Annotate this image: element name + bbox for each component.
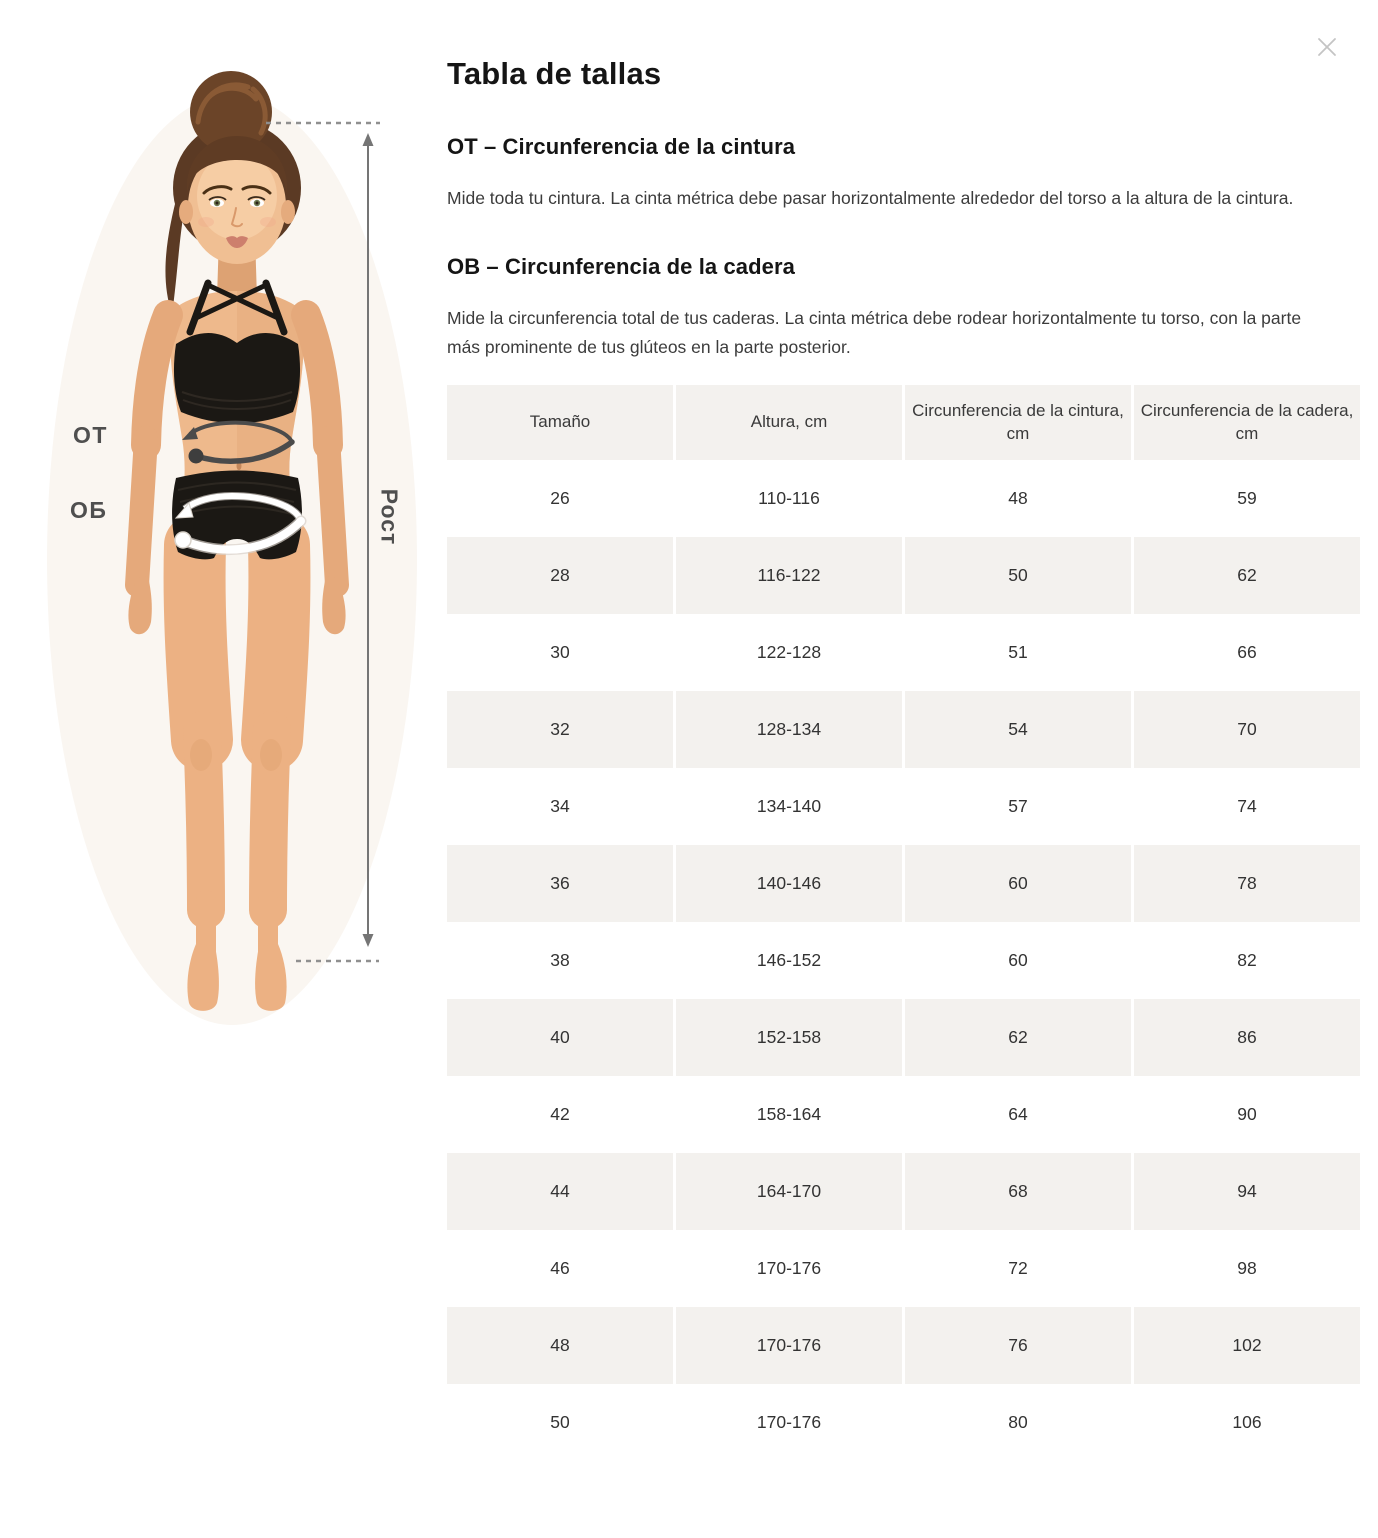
- table-cell: 36: [447, 845, 673, 922]
- hips-section-description: Mide la circunferencia total de tus caderas. La cinta métrica debe rodear horizontalmente tu torso, con la parte más prominente de tus glúteos en la parte posterior.: [447, 308, 1302, 357]
- table-cell: 42: [550, 1104, 570, 1125]
- table-cell: 170-176: [756, 1258, 822, 1279]
- table-cell: 48: [447, 1307, 673, 1384]
- page-title: Tabla de tallas: [447, 56, 662, 91]
- table-cell: 140-146: [676, 845, 902, 922]
- table-cell: 57: [1008, 796, 1028, 817]
- table-cell: 30: [550, 642, 570, 663]
- hips-label: ОБ: [70, 497, 108, 523]
- table-row: [447, 614, 1360, 691]
- height-label: Рост: [376, 488, 403, 546]
- table-cell: 94: [1134, 1153, 1360, 1230]
- table-row: [447, 999, 1360, 1076]
- table-cell: 106: [1232, 1412, 1262, 1433]
- table-cell: 40: [447, 999, 673, 1076]
- table-cell: 170-176: [676, 1307, 902, 1384]
- table-cell: 46: [550, 1258, 570, 1279]
- table-cell: 146-152: [756, 950, 822, 971]
- figure-panel: [0, 0, 440, 1100]
- table-cell: 110-116: [758, 488, 820, 509]
- table-cell: 152-158: [676, 999, 902, 1076]
- table-cell: 28: [447, 537, 673, 614]
- table-cell: 116-122: [676, 537, 902, 614]
- table-row: [447, 1384, 1360, 1461]
- table-cell: 98: [1237, 1258, 1257, 1279]
- table-cell: 50: [550, 1412, 570, 1433]
- table-cell: 128-134: [676, 691, 902, 768]
- table-row: [447, 922, 1360, 999]
- table-cell: 62: [905, 999, 1131, 1076]
- table-row: [447, 768, 1360, 845]
- waist-section-heading: OT – Circunferencia de la cintura: [447, 134, 796, 159]
- table-cell: 80: [1008, 1412, 1028, 1433]
- table-cell: 170-176: [756, 1412, 822, 1433]
- table-header-row: [447, 385, 1360, 460]
- header-cell: Circunferencia de la cintura, cm: [905, 385, 1131, 460]
- table-cell: 66: [1237, 642, 1257, 663]
- table-cell: 72: [1008, 1258, 1028, 1279]
- table-cell: 26: [550, 488, 570, 509]
- table-cell: 68: [905, 1153, 1131, 1230]
- close-icon: [1316, 36, 1338, 58]
- table-row: [447, 1307, 1360, 1384]
- table-row: [447, 691, 1360, 768]
- table-cell: 48: [1008, 488, 1028, 509]
- table-cell: 122-128: [756, 642, 822, 663]
- table-cell: 158-164: [756, 1104, 822, 1125]
- table-cell: 164-170: [676, 1153, 902, 1230]
- table-cell: 134-140: [756, 796, 822, 817]
- table-cell: 59: [1237, 488, 1257, 509]
- table-cell: 82: [1237, 950, 1257, 971]
- body-measurement-illustration: [0, 0, 440, 1100]
- table-cell: 32: [447, 691, 673, 768]
- table-cell: 54: [905, 691, 1131, 768]
- header-cell: Tamaño: [447, 385, 673, 460]
- table-row: [447, 1153, 1360, 1230]
- table-row: [447, 1230, 1360, 1307]
- hips-section-heading: OB – Circunferencia de la cadera: [447, 254, 796, 280]
- table-cell: 62: [1134, 537, 1360, 614]
- table-cell: 60: [905, 845, 1131, 922]
- table-row: [447, 845, 1360, 922]
- waist-label: ОТ: [73, 422, 108, 448]
- table-cell: 74: [1237, 796, 1257, 817]
- content-panel: [447, 56, 1360, 1461]
- table-cell: 44: [447, 1153, 673, 1230]
- table-row: [447, 1076, 1360, 1153]
- table-cell: 102: [1134, 1307, 1360, 1384]
- table-cell: 34: [550, 796, 570, 817]
- table-row: [447, 460, 1360, 537]
- table-cell: 90: [1237, 1104, 1257, 1125]
- table-cell: 78: [1134, 845, 1360, 922]
- header-cell: Circunferencia de la cadera, cm: [1134, 385, 1360, 460]
- table-cell: 76: [905, 1307, 1131, 1384]
- table-cell: 38: [550, 950, 570, 971]
- table-cell: 70: [1134, 691, 1360, 768]
- header-cell: Altura, cm: [676, 385, 902, 460]
- table-cell: 51: [1008, 642, 1028, 663]
- table-cell: 50: [905, 537, 1131, 614]
- waist-section-description: Mide toda tu cintura. La cinta métrica debe pasar horizontalmente alrededor del torso a la altura de la cintura.: [447, 188, 1294, 208]
- table-cell: 60: [1008, 950, 1028, 971]
- table-cell: 64: [1008, 1104, 1028, 1125]
- table-cell: 86: [1134, 999, 1360, 1076]
- table-row: [447, 537, 1360, 614]
- size-table: [447, 385, 1360, 1461]
